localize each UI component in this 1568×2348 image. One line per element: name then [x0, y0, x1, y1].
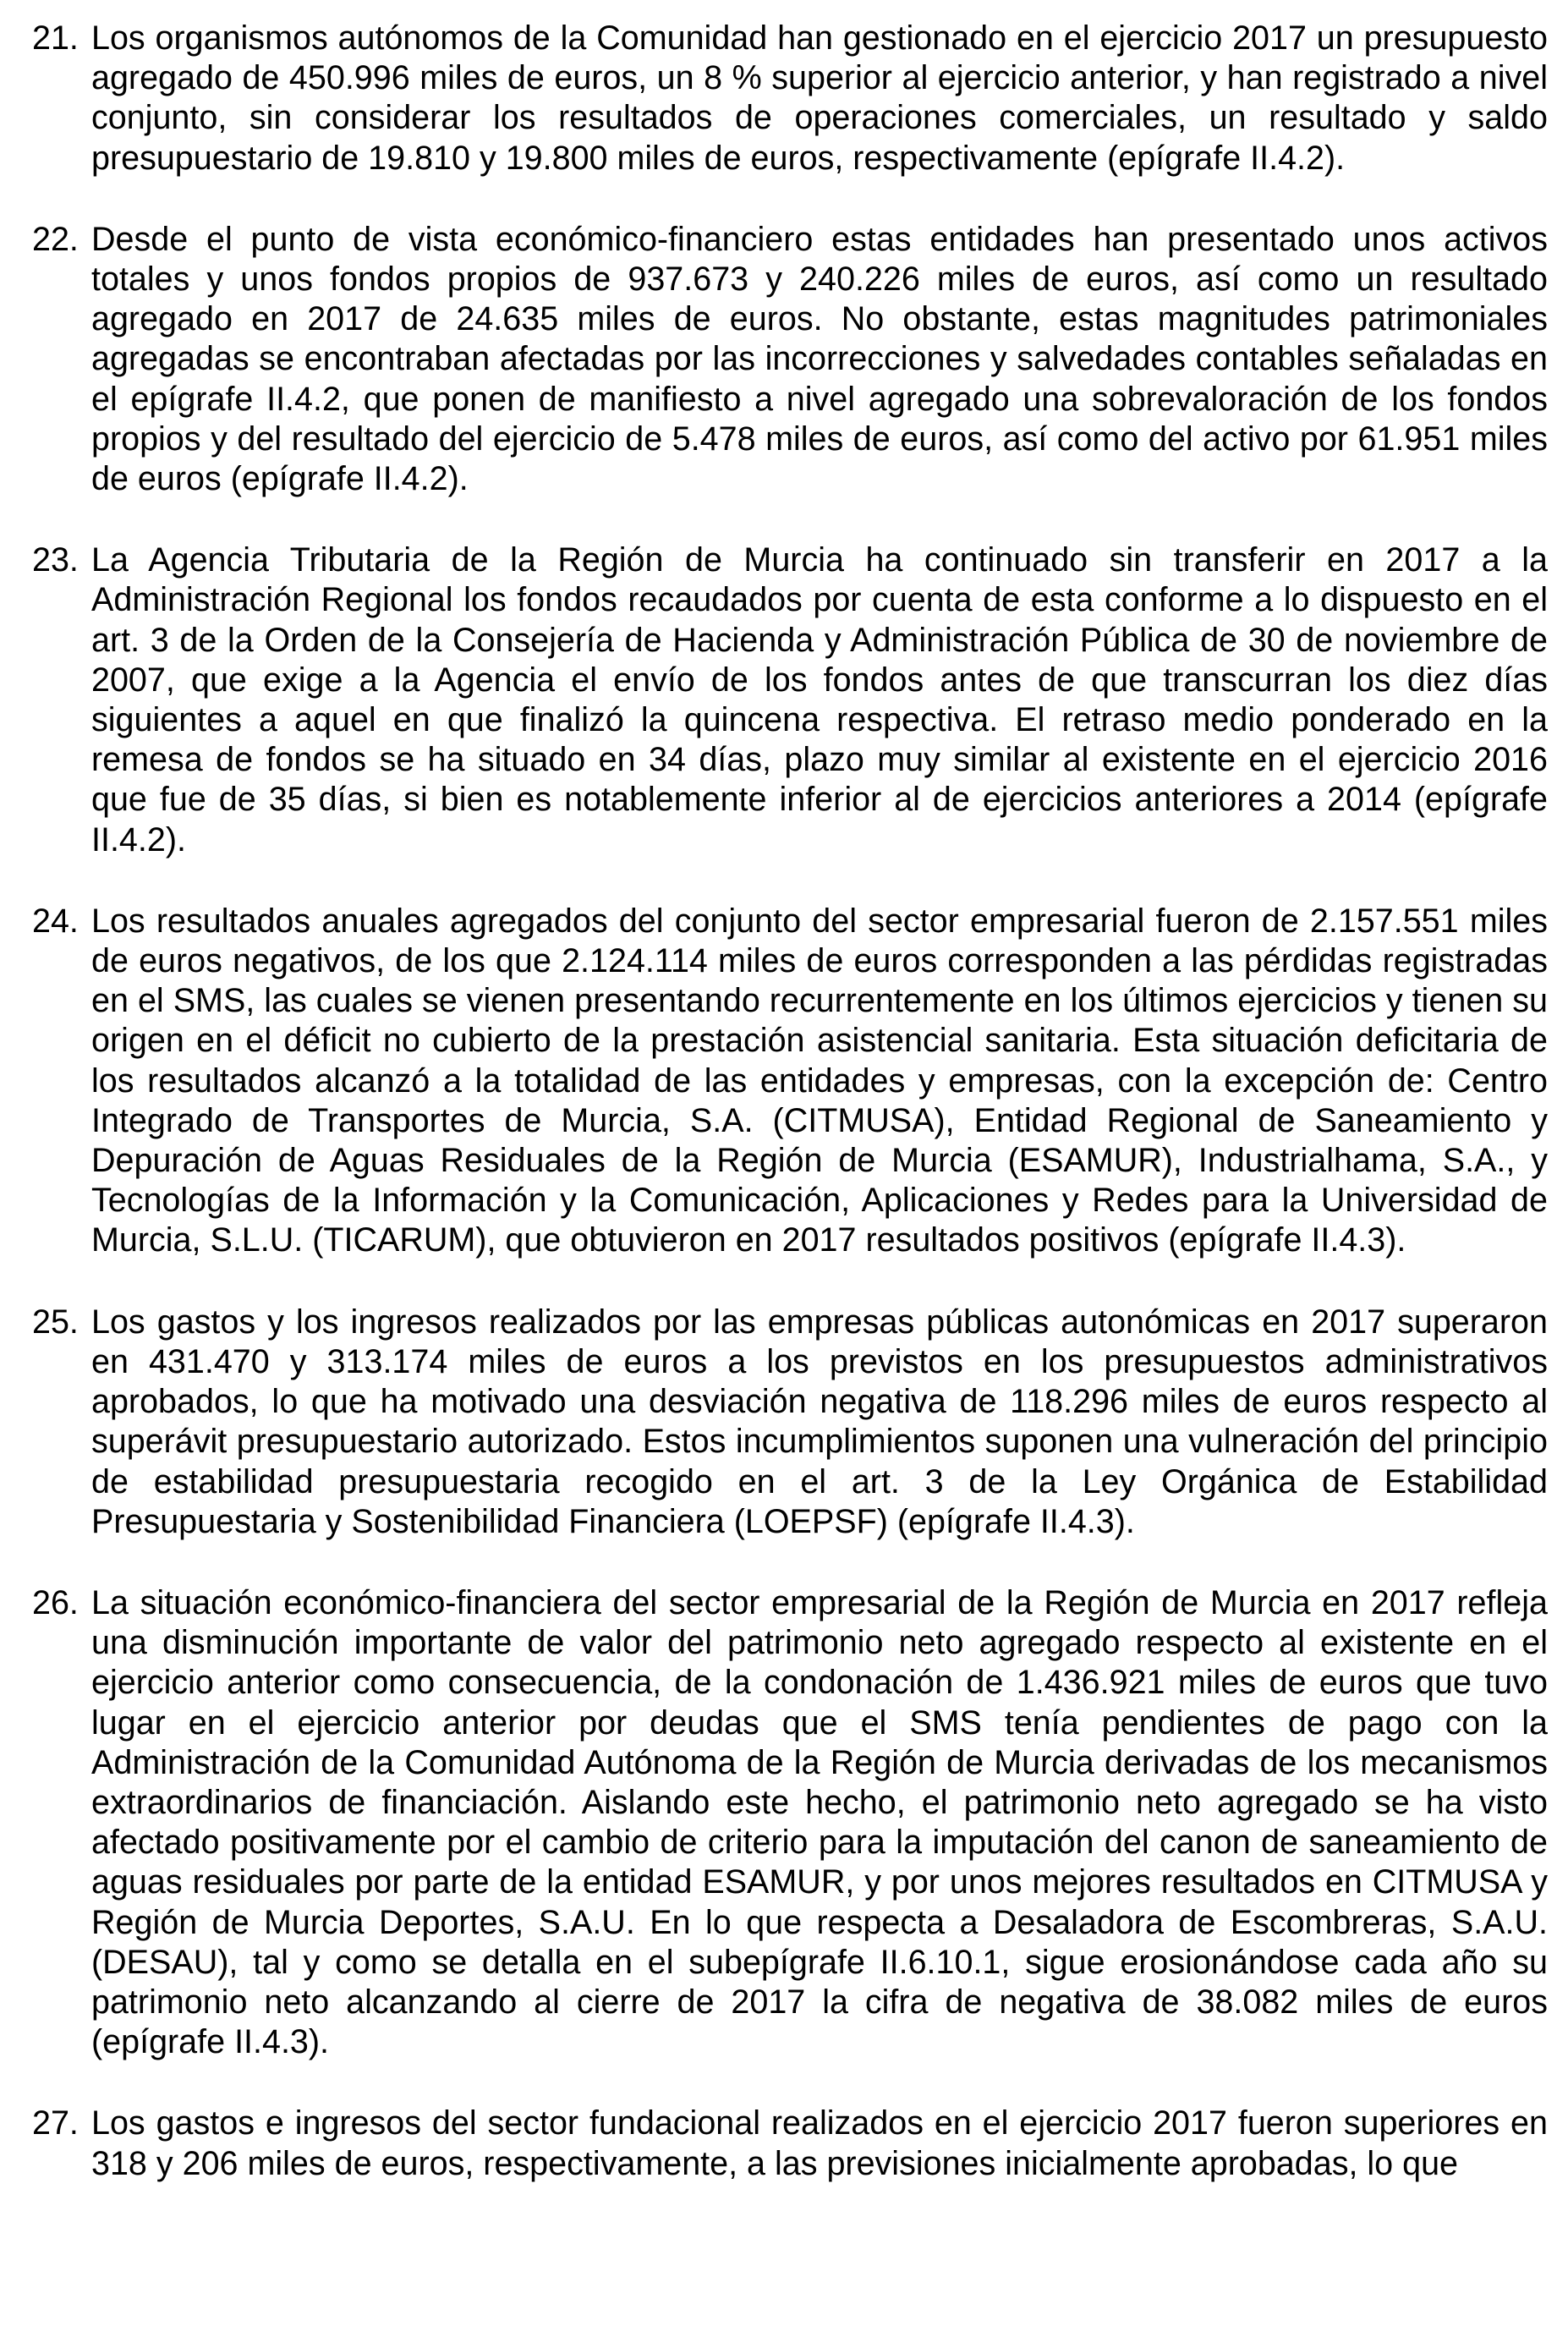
paragraph-number: 22. [32, 220, 79, 258]
paragraph-23 [32, 540, 1548, 860]
paragraph-text: Los resultados anuales agregados del conjunto del sector empresarial fueron de 2.157.551 miles de euros negativos, de los que 2.124.114 miles de euros corresponden a las pérdidas registradas en el SMS, las cuales se vienen presentando recurrentemente en los últimos ejercicios y tienen su origen en el déficit no cubierto de la prestación asistencial sanitaria. Esta situación deficitaria de los resultados alcanzó a la totalidad de las entidades y empresas, con la excepción de: Centro Integrado de Transportes de Murcia, S.A. (CITMUSA), Entidad Regional de Saneamiento y Depuración de Aguas Residuales de la Región de Murcia (ESAMUR), Industrialhama, S.A., y Tecnologías de la Información y la Comunicación, Aplicaciones y Redes para la Universidad de Murcia, S.L.U. (TICARUM), que obtuvieron en 2017 resultados positivos (epígrafe II.4.3). [91, 902, 1548, 1259]
paragraph-number: 23. [32, 541, 79, 579]
paragraph-text: La Agencia Tributaria de la Región de Murcia ha continuado sin transferir en 2017 a la Administración Regional los fondos recaudados por cuenta de esta conforme a lo dispuesto en el art. 3 de la Orden de la Consejería de Hacienda y Administración Pública de 30 de noviembre de 2007, que exige a la Agencia el envío de los fondos antes de que transcurran los diez días siguientes a aquel en que finalizó la quincena respectiva. El retraso medio ponderado en la remesa de fondos se ha situado en 34 días, plazo muy similar al existente en el ejercicio 2016 que fue de 35 días, si bien es notablemente inferior al de ejercicios anteriores a 2014 (epígrafe II.4.2). [91, 541, 1548, 859]
paragraph-number: 25. [32, 1303, 79, 1341]
paragraph-text: Los organismos autónomos de la Comunidad han gestionado en el ejercicio 2017 un presupuesto agregado de 450.996 miles de euros, un 8 % superior al ejercicio anterior, y han registrado a nivel conjunto, sin considerar los resultados de operaciones comerciales, un resultado y saldo presupuestario de 19.810 y 19.800 miles de euros, respectivamente (epígrafe II.4.2). [91, 19, 1548, 177]
paragraph-22 [32, 220, 1548, 499]
paragraph-number: 24. [32, 902, 79, 940]
paragraph-text: La situación económico-financiera del sector empresarial de la Región de Murcia en 2017 refleja una disminución importante de valor del patrimonio neto agregado respecto al existente en el ejercicio anterior como consecuencia, de la condonación de 1.436.921 miles de euros que tuvo lugar en el ejercicio anterior por deudas que el SMS tenía pendientes de pago con la Administración de la Comunidad Autónoma de la Región de Murcia derivadas de los mecanismos extraordinarios de financiación. Aislando este hecho, el patrimonio neto agregado se ha visto afectado positivamente por el cambio de criterio para la imputación del canon de saneamiento de aguas residuales por parte de la entidad ESAMUR, y por unos mejores resultados en CITMUSA y Región de Murcia Deportes, S.A.U. En lo que respecta a Desaladora de Escombreras, S.A.U. (DESAU), tal y como se detalla en el subepígrafe II.6.10.1, sigue erosionándose cada año su patrimonio neto alcanzando al cierre de 2017 la cifra de negativa de 38.082 miles de euros (epígrafe II.4.3). [91, 1583, 1548, 2061]
paragraph-25 [32, 1303, 1548, 1542]
paragraph-text: Desde el punto de vista económico-financiero estas entidades han presentado unos activos totales y unos fondos propios de 937.673 y 240.226 miles de euros, así como un resultado agregado en 2017 de 24.635 miles de euros. No obstante, estas magnitudes patrimoniales agregadas se encontraban afectadas por las incorrecciones y salvedades contables señaladas en el epígrafe II.4.2, que ponen de manifiesto a nivel agregado una sobrevaloración de los fondos propios y del resultado del ejercicio de 5.478 miles de euros, así como del activo por 61.951 miles de euros (epígrafe II.4.2). [91, 220, 1548, 498]
paragraph-text: Los gastos e ingresos del sector fundacional realizados en el ejercicio 2017 fueron superiores en 318 y 206 miles de euros, respectivamente, a las previsiones inicialmente aprobadas, lo que [91, 2104, 1548, 2182]
paragraph-number: 27. [32, 2104, 79, 2142]
paragraph-26 [32, 1583, 1548, 2062]
paragraph-24 [32, 902, 1548, 1261]
paragraph-number: 21. [32, 19, 79, 57]
paragraph-number: 26. [32, 1583, 79, 1621]
paragraph-text: Los gastos y los ingresos realizados por las empresas públicas autonómicas en 2017 superaron en 431.470 y 313.174 miles de euros a los previstos en los presupuestos administrativos aprobados, lo que ha motivado una desviación negativa de 118.296 miles de euros respecto al superávit presupuestario autorizado. Estos incumplimientos suponen una vulneración del principio de estabilidad presupuestaria recogido en el art. 3 de la Ley Orgánica de Estabilidad Presupuestaria y Sostenibilidad Financiera (LOEPSF) (epígrafe II.4.3). [91, 1303, 1548, 1540]
paragraph-27 [32, 2104, 1548, 2183]
paragraph-21 [32, 19, 1548, 178]
